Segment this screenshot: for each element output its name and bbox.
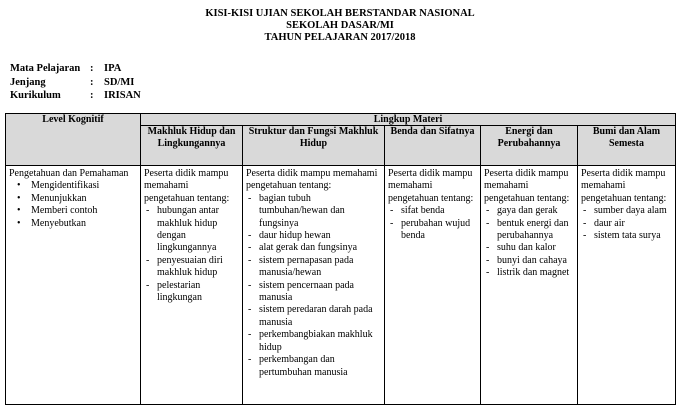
level-list <box>9 180 137 230</box>
list-item: - sistem peredaran darah pada manusia <box>259 304 381 329</box>
column-header: Makhluk Hidup dan Lingkungannya <box>141 126 243 166</box>
column-header: Bumi dan Alam Semesta <box>578 126 676 166</box>
list-item: • Menyebutkan <box>31 218 137 230</box>
material-cell <box>385 166 481 405</box>
list-item: - perkembangan dan pertumbuhan manusia <box>259 354 381 379</box>
material-cell <box>481 166 578 405</box>
cell-intro: Peserta didik mampu memahami pengetahuan tentang: <box>484 168 570 204</box>
level-cell <box>6 166 141 405</box>
level-kognitif-header: Level Kognitif <box>6 114 141 166</box>
cell-list <box>484 205 574 279</box>
list-item: - daur air <box>594 218 672 230</box>
list-item: - penyesuaian diri makhluk hidup <box>157 255 239 280</box>
list-item: - sifat benda <box>401 205 477 217</box>
list-item: • Memberi contoh <box>31 205 137 217</box>
meta-label: Mata Pelajaran <box>10 63 81 74</box>
cell-list <box>246 193 381 379</box>
cell-intro: Peserta didik mampu memahami pengetahuan tentang: <box>581 168 667 204</box>
header-academic-year: TAHUN PELAJARAN 2017/2018 <box>264 32 416 43</box>
cell-intro: Peserta didik mampu memahami pengetahuan tentang: <box>388 168 474 204</box>
meta-separator: : <box>90 76 94 88</box>
header-title: KISI-KISI UJIAN SEKOLAH BERSTANDAR NASIONAL <box>205 8 475 19</box>
list-item: - bunyi dan cahaya <box>497 255 574 267</box>
cell-intro: Peserta didik mampu memahami pengetahuan tentang: <box>246 168 378 192</box>
list-item: - hubungan antar makhluk hidup dengan lingkungannya <box>157 205 239 255</box>
document-header <box>0 8 680 44</box>
cell-list <box>388 205 477 242</box>
column-header: Struktur dan Fungsi Makhluk Hidup <box>243 126 385 166</box>
list-item: - bagian tubuh tumbuhan/hewan dan fungsinya <box>259 193 381 230</box>
meta-row-subject <box>10 62 141 76</box>
list-item: - sistem pernapasan pada manusia/hewan <box>259 255 381 280</box>
column-header: Benda dan Sifatnya <box>385 126 481 166</box>
cell-list <box>144 205 239 304</box>
cell-intro: Peserta didik mampu memahami pengetahuan tentang: <box>144 168 230 204</box>
list-item: - sumber daya alam <box>594 205 672 217</box>
meta-separator: : <box>90 90 94 101</box>
list-item: - sistem tata surya <box>594 230 672 242</box>
list-item: - alat gerak dan fungsinya <box>259 242 381 254</box>
list-item: - listrik dan magnet <box>497 267 574 279</box>
list-item: - perkembangbiakan makhluk hidup <box>259 329 381 354</box>
meta-value: SD/MI <box>104 76 135 88</box>
cell-list <box>581 205 672 242</box>
table-row <box>6 166 676 405</box>
list-item: • Menunjukkan <box>31 193 137 205</box>
meta-value: IRISAN <box>104 90 141 101</box>
material-cell <box>141 166 243 405</box>
meta-value: IPA <box>104 63 122 74</box>
list-item: - pelestarian lingkungan <box>157 280 239 305</box>
list-item: - sistem pencernaan pada manusia <box>259 280 381 305</box>
header-school-level: SEKOLAH DASAR/MI <box>286 20 394 31</box>
list-item: - suhu dan kalor <box>497 242 574 254</box>
column-header: Energi dan Perubahannya <box>481 126 578 166</box>
list-item: • Mengidentifikasi <box>31 180 137 192</box>
material-cell <box>578 166 676 405</box>
level-title: Pengetahuan dan Pemahaman <box>9 168 129 179</box>
material-cell <box>243 166 385 405</box>
list-item: - bentuk energi dan perubahannya <box>497 218 574 243</box>
meta-label: Kurikulum <box>10 90 61 101</box>
meta-separator: : <box>90 63 94 74</box>
document-meta <box>10 62 141 103</box>
meta-row-curriculum <box>10 89 141 103</box>
list-item: - perubahan wujud benda <box>401 218 477 243</box>
kisi-kisi-table <box>5 113 676 405</box>
meta-row-level <box>10 76 141 90</box>
list-item: - gaya dan gerak <box>497 205 574 217</box>
meta-label: Jenjang <box>10 76 46 88</box>
lingkup-materi-header: Lingkup Materi <box>141 114 676 126</box>
list-item: - daur hidup hewan <box>259 230 381 242</box>
